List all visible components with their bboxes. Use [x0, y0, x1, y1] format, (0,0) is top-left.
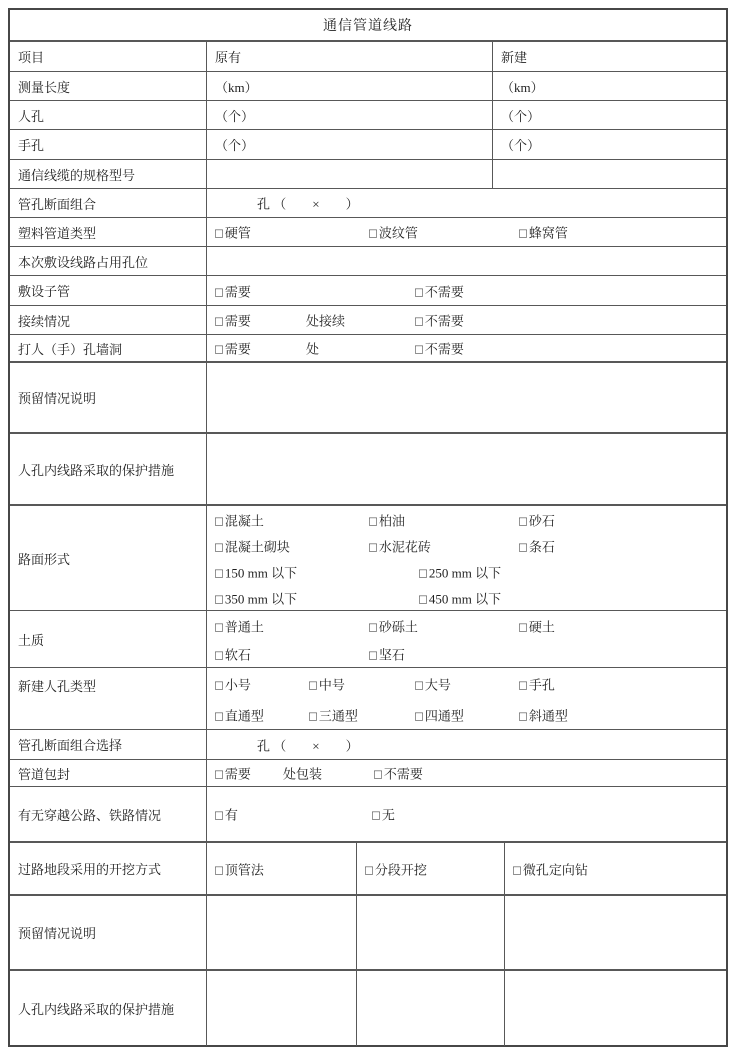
reserve-note-cell[interactable] [207, 363, 726, 432]
checkbox-icon[interactable]: □ [513, 862, 521, 877]
option-label: 250 mm 以下 [428, 565, 502, 581]
row-label [10, 760, 207, 786]
checkbox-icon[interactable]: □ [215, 807, 223, 823]
option-label: 砂砾土 [378, 619, 418, 635]
unit-text: （个） [215, 108, 255, 124]
plastic-type-label: 塑料管道类型 [18, 225, 97, 241]
checkbox-icon[interactable]: □ [369, 225, 377, 241]
checkbox-icon[interactable]: □ [215, 539, 223, 555]
unit-text: （km） [501, 79, 544, 95]
checkbox-option-yes[interactable] [215, 805, 238, 824]
sub-duct-label: 敷设子管 [18, 284, 71, 299]
reserve-note-cell[interactable] [357, 896, 505, 969]
handhole-new-cell[interactable] [493, 130, 726, 159]
checkbox-icon[interactable]: □ [372, 807, 380, 823]
option-label: 硬土 [528, 619, 555, 635]
duct-combo-cell[interactable] [207, 189, 726, 217]
checkbox-option-straight-type[interactable] [215, 706, 264, 725]
checkbox-option-pipe-jacking[interactable] [215, 859, 264, 878]
protection-label: 人孔内线路采取的保护措施 [18, 1002, 175, 1017]
checkbox-option-cross-type[interactable] [415, 706, 464, 725]
checkbox-icon[interactable]: □ [215, 341, 223, 357]
checkbox-icon[interactable]: □ [419, 591, 427, 607]
crossing-cell [207, 787, 726, 841]
row-label [10, 730, 207, 759]
table-row [10, 306, 726, 335]
row-label [10, 189, 207, 217]
checkbox-icon[interactable]: □ [215, 313, 223, 329]
option-label: 小号 [224, 677, 251, 693]
manhole-label: 人孔 [18, 108, 45, 124]
checkbox-icon[interactable]: □ [374, 766, 382, 782]
table-row [10, 189, 726, 218]
handhole-existing-cell[interactable] [207, 130, 493, 159]
checkbox-icon[interactable]: □ [215, 591, 223, 607]
table-row [10, 42, 726, 72]
checkbox-option-no[interactable] [372, 805, 395, 824]
protection-cell[interactable] [207, 434, 726, 504]
checkbox-icon[interactable]: □ [215, 766, 223, 782]
measured-length-new-cell[interactable] [493, 72, 726, 100]
table-row [10, 10, 726, 42]
table-row [10, 363, 726, 434]
checkbox-option-gravel[interactable] [519, 511, 555, 530]
checkbox-option-tee-type[interactable] [309, 706, 358, 725]
manhole-new-cell[interactable] [493, 101, 726, 129]
soil-label: 土质 [18, 632, 45, 648]
excavation-option-cell [207, 843, 357, 894]
option-label: 条石 [528, 539, 555, 555]
option-label: 大号 [424, 677, 451, 693]
splice-cell [207, 306, 726, 334]
checkbox-option-under-150mm[interactable] [215, 563, 297, 582]
reserve-note-label: 预留情况说明 [18, 391, 97, 406]
checkbox-option-normal-soil[interactable] [215, 617, 264, 636]
option-label: 混凝土 [224, 513, 264, 529]
checkbox-option-slant-type[interactable] [519, 706, 568, 725]
encasement-unit-text: 处包装 [283, 766, 323, 782]
row-label [10, 130, 207, 159]
header-new-built-label: 新建 [501, 50, 528, 65]
checkbox-icon[interactable]: □ [309, 677, 317, 693]
checkbox-icon[interactable]: □ [419, 565, 427, 581]
checkbox-option-under-250mm[interactable] [419, 563, 501, 582]
checkbox-option-small[interactable] [215, 675, 251, 694]
row-label [10, 276, 207, 305]
duct-combo-value[interactable]: 孔 （ × ） [257, 196, 359, 212]
option-label: 手孔 [528, 677, 555, 693]
checkbox-icon[interactable]: □ [215, 619, 223, 635]
table-row [10, 760, 726, 787]
checkbox-option-large[interactable] [415, 675, 451, 694]
row-label [10, 363, 207, 432]
encasement-cell [207, 760, 726, 786]
excavation-label: 过路地段采用的开挖方式 [18, 862, 162, 877]
reserve-note-cell[interactable] [207, 896, 357, 969]
checkbox-icon[interactable]: □ [415, 341, 423, 357]
excavation-option-cell [505, 843, 726, 894]
option-label: 坚石 [378, 647, 405, 663]
protection-cell[interactable] [357, 971, 505, 1046]
checkbox-option-need[interactable] [215, 311, 251, 330]
table-row [10, 130, 726, 160]
unit-text: （个） [501, 108, 541, 124]
table-row [10, 335, 726, 363]
splice-unit-text: 处接续 [306, 313, 346, 329]
option-label: 150 mm 以下 [224, 565, 298, 581]
checkbox-option-micro-directional-drill[interactable] [513, 859, 588, 878]
option-label: 三通型 [318, 708, 358, 724]
option-label: 需要 [224, 341, 251, 357]
new-manhole-label: 新建人孔类型 [18, 679, 97, 694]
option-label: 350 mm 以下 [224, 591, 298, 607]
option-label: 波纹管 [378, 225, 418, 241]
duct-combo-label: 管孔断面组合 [18, 196, 97, 212]
unit-text: （个） [215, 138, 255, 153]
new-manhole-cell [207, 668, 726, 729]
checkbox-option-need[interactable] [215, 281, 251, 300]
option-label: 顶管法 [224, 862, 264, 877]
checkbox-icon[interactable]: □ [519, 539, 527, 555]
table-row [10, 218, 726, 247]
splice-label: 接续情况 [18, 313, 71, 329]
checkbox-option-cement-tile[interactable] [369, 537, 431, 556]
table-row [10, 434, 726, 506]
checkbox-option-handhole[interactable] [519, 675, 555, 694]
row-label [10, 218, 207, 246]
header-existing-label: 原有 [215, 50, 242, 65]
communication-pipeline-form [8, 8, 728, 1047]
checkbox-icon[interactable]: □ [369, 513, 377, 529]
checkbox-icon[interactable]: □ [215, 565, 223, 581]
header-new-built [493, 42, 726, 71]
checkbox-icon[interactable]: □ [369, 619, 377, 635]
option-label: 无 [381, 807, 395, 823]
measured-length-existing-cell[interactable] [207, 72, 493, 100]
checkbox-icon[interactable]: □ [519, 225, 527, 241]
checkbox-option-need[interactable] [215, 339, 251, 358]
option-label: 不需要 [424, 284, 464, 299]
option-label: 需要 [224, 313, 251, 329]
table-row [10, 896, 726, 971]
table-row [10, 611, 726, 668]
option-label: 不需要 [383, 766, 423, 782]
checkbox-icon[interactable]: □ [415, 708, 423, 724]
row-label [10, 335, 207, 361]
checkbox-icon[interactable]: □ [519, 708, 527, 724]
row-label [10, 971, 207, 1046]
option-label: 微孔定向钻 [522, 862, 588, 877]
option-label: 450 mm 以下 [428, 591, 502, 607]
row-label [10, 843, 207, 894]
table-row [10, 971, 726, 1046]
option-label: 软石 [224, 647, 251, 663]
checkbox-option-need[interactable] [215, 764, 251, 783]
row-label [10, 72, 207, 100]
checkbox-icon[interactable]: □ [215, 513, 223, 529]
page-title: 通信管道线路 [323, 19, 413, 34]
table-row [10, 247, 726, 276]
row-label [10, 101, 207, 129]
duct-combo-select-value[interactable]: 孔 （ × ） [257, 738, 359, 753]
option-label: 硬管 [224, 225, 251, 241]
table-row [10, 101, 726, 130]
checkbox-icon[interactable]: □ [519, 677, 527, 693]
checkbox-icon[interactable]: □ [215, 647, 223, 663]
checkbox-icon[interactable]: □ [415, 313, 423, 329]
header-existing [207, 42, 493, 71]
pavement-cell [207, 506, 726, 610]
duct-combo-select-cell[interactable] [207, 730, 726, 759]
occupied-holes-cell[interactable] [207, 247, 726, 275]
checkbox-option-soft-rock[interactable] [215, 645, 251, 664]
sub-duct-cell [207, 276, 726, 305]
checkbox-option-hard-rock[interactable] [369, 645, 405, 664]
checkbox-option-sandy-gravel-soil[interactable] [369, 617, 418, 636]
table-row [10, 506, 726, 611]
option-label: 不需要 [424, 341, 464, 357]
option-label: 分段开挖 [374, 862, 427, 877]
checkbox-option-hard-soil[interactable] [519, 617, 555, 636]
option-label: 四通型 [424, 708, 464, 724]
checkbox-option-concrete[interactable] [215, 511, 264, 530]
checkbox-option-no-need[interactable] [374, 764, 423, 783]
checkbox-option-segmented-excavation[interactable] [365, 859, 427, 878]
table-row [10, 668, 726, 730]
reserve-note-label: 预留情况说明 [18, 926, 97, 941]
checkbox-icon[interactable]: □ [309, 708, 317, 724]
checkbox-option-concrete-block[interactable] [215, 537, 290, 556]
wall-hole-label: 打人（手）孔墙洞 [18, 341, 123, 357]
table-row [10, 843, 726, 896]
checkbox-option-no-need[interactable] [415, 339, 464, 358]
manhole-existing-cell[interactable] [207, 101, 493, 129]
encasement-label: 管道包封 [18, 766, 71, 782]
soil-cell [207, 611, 726, 667]
duct-combo-select-label: 管孔断面组合选择 [18, 738, 123, 753]
checkbox-option-under-450mm[interactable] [419, 589, 501, 608]
checkbox-icon[interactable]: □ [369, 647, 377, 663]
option-label: 需要 [224, 284, 251, 299]
checkbox-icon[interactable]: □ [215, 677, 223, 693]
measured-length-label: 测量长度 [18, 79, 71, 95]
checkbox-icon[interactable]: □ [215, 284, 223, 299]
row-label [10, 787, 207, 841]
row-label [10, 506, 207, 610]
unit-text: （km） [215, 79, 258, 95]
checkbox-option-under-350mm[interactable] [215, 589, 297, 608]
checkbox-option-honeycomb-pipe[interactable] [519, 223, 568, 242]
checkbox-icon[interactable]: □ [215, 862, 223, 877]
option-label: 蜂窝管 [528, 225, 568, 241]
cable-spec-existing-cell[interactable] [207, 160, 493, 188]
option-label: 需要 [224, 766, 251, 782]
protection-cell[interactable] [207, 971, 357, 1046]
crossing-label: 有无穿越公路、铁路情况 [18, 807, 162, 823]
checkbox-option-no-need[interactable] [415, 311, 464, 330]
row-label [10, 306, 207, 334]
checkbox-icon[interactable]: □ [415, 284, 423, 299]
pavement-label: 路面形式 [18, 551, 71, 567]
plastic-type-cell [207, 218, 726, 246]
unit-text: （个） [501, 138, 541, 153]
row-label [10, 896, 207, 969]
table-row [10, 730, 726, 760]
option-label: 不需要 [424, 313, 464, 329]
protection-label: 人孔内线路采取的保护措施 [18, 462, 175, 478]
checkbox-icon[interactable]: □ [365, 862, 373, 877]
row-label [10, 611, 207, 667]
header-item [10, 42, 207, 71]
option-label: 斜通型 [528, 708, 568, 724]
checkbox-option-hard-pipe[interactable] [215, 223, 251, 242]
row-label [10, 160, 207, 188]
option-label: 砂石 [528, 513, 555, 529]
option-label: 中号 [318, 677, 345, 693]
row-label [10, 247, 207, 275]
option-label: 水泥花砖 [378, 539, 431, 555]
reserve-note-cell[interactable] [505, 896, 726, 969]
row-label [10, 434, 207, 504]
option-label: 直通型 [224, 708, 264, 724]
checkbox-option-no-need[interactable] [415, 281, 464, 300]
option-label: 柏油 [378, 513, 405, 529]
handhole-label: 手孔 [18, 138, 45, 153]
header-item-label: 项目 [18, 50, 45, 65]
excavation-option-cell [357, 843, 505, 894]
table-row [10, 72, 726, 101]
checkbox-icon[interactable]: □ [519, 619, 527, 635]
occupied-holes-label: 本次敷设线路占用孔位 [18, 254, 149, 270]
checkbox-option-corrugated-pipe[interactable] [369, 223, 418, 242]
table-row [10, 276, 726, 306]
checkbox-icon[interactable]: □ [519, 513, 527, 529]
table-row [10, 787, 726, 843]
option-label: 有 [224, 807, 238, 823]
wall-hole-unit-text: 处 [306, 341, 320, 357]
checkbox-icon[interactable]: □ [415, 677, 423, 693]
option-label: 普通土 [224, 619, 264, 635]
option-label: 混凝土砌块 [224, 539, 290, 555]
checkbox-icon[interactable]: □ [215, 225, 223, 241]
checkbox-option-stone-strip[interactable] [519, 537, 555, 556]
cable-spec-new-cell[interactable] [493, 160, 726, 188]
table-row [10, 160, 726, 189]
protection-cell[interactable] [505, 971, 726, 1046]
wall-hole-cell [207, 335, 726, 361]
checkbox-icon[interactable]: □ [215, 708, 223, 724]
row-label [10, 668, 207, 729]
checkbox-option-asphalt[interactable] [369, 511, 405, 530]
cable-spec-label: 通信线缆的规格型号 [18, 167, 136, 183]
checkbox-icon[interactable]: □ [369, 539, 377, 555]
checkbox-option-medium[interactable] [309, 675, 345, 694]
